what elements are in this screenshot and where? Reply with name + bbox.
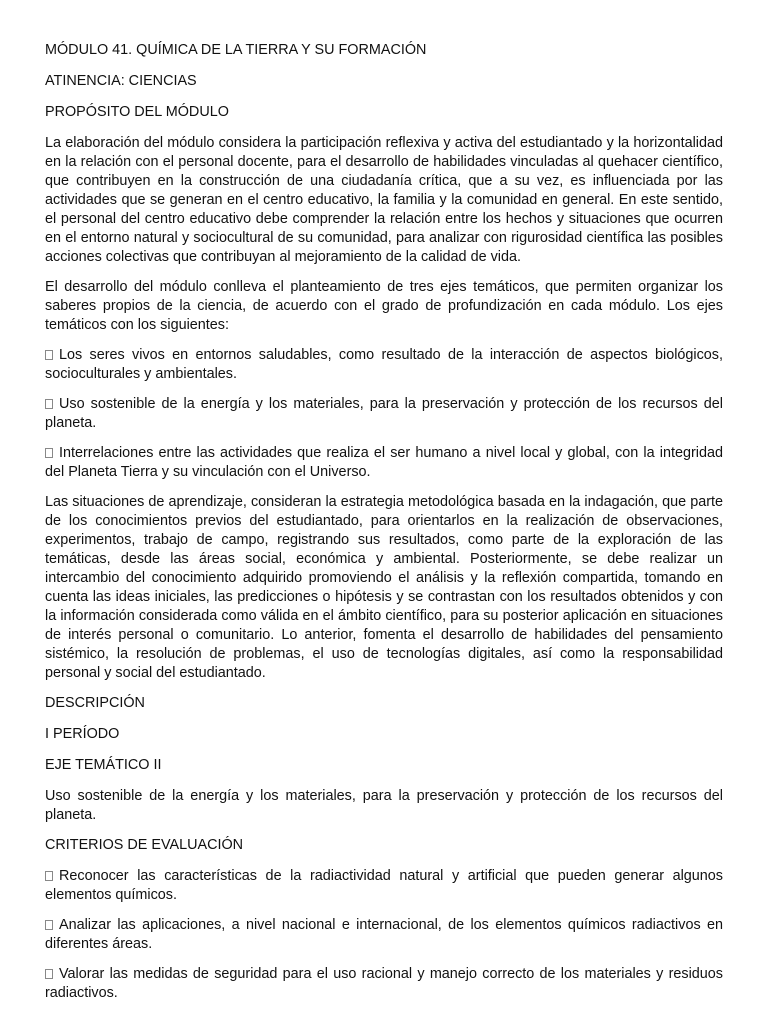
proposito-paragraph-1: La elaboración del módulo considera la participación reflexiva y activa del estudiantado y la horizontalidad en la relación con el personal docente, para el desarrollo de habilidades vinculadas al quehacer científico, que contribuyen en la construcción de una ciudadanía crítica, que a su vez, es influenciada por las actividades que se generan en el centro educativo, la familia y la comunidad en general. En este sentido, el personal del centro educativo debe comprender la relación entre los hechos y situaciones que ocurren en el entorno natural y sociocultural de su comunidad, para analizar con rigurosidad científica las posibles acciones colectivas que contribuyan al mejoramiento de la calidad de vida. — [45, 135, 723, 265]
criterio-bullet-3 — [45, 965, 723, 1003]
eje-bullet-text: Uso sostenible de la energía y los materiales, para la preservación y protección de los recursos del planeta. — [45, 396, 723, 431]
proposito-paragraph-2: El desarrollo del módulo conlleva el planteamiento de tres ejes temáticos, que permiten organizar los saberes propios de la ciencia, de acuerdo con el grado de profundización en cada módulo. Los ejes temáticos con los siguientes: — [45, 279, 723, 333]
criterio-bullet-2 — [45, 916, 723, 954]
eje-bullet-2 — [45, 395, 723, 433]
eje-bullet-text: Interrelaciones entre las actividades que realiza el ser humano a nivel local y global, con la integridad del Planeta Tierra y su vinculación con el Universo. — [45, 445, 723, 480]
criterio-bullet-1 — [45, 867, 723, 905]
criterios-heading: CRITERIOS DE EVALUACIÓN — [45, 837, 244, 853]
bullet-box-icon — [45, 920, 53, 930]
criterio-bullet-text: Reconocer las características de la radiactividad natural y artificial que pueden generar algunos elementos químicos. — [45, 868, 723, 903]
bullet-box-icon — [45, 448, 53, 458]
eje-tematico-text: Uso sostenible de la energía y los materiales, para la preservación y protección de los recursos del planeta. — [45, 788, 723, 823]
module-title: MÓDULO 41. QUÍMICA DE LA TIERRA Y SU FORMACIÓN — [45, 42, 427, 58]
eje-bullet-text: Los seres vivos en entornos saludables, como resultado de la interacción de aspectos biológicos, socioculturales y ambientales. — [45, 347, 723, 382]
descripcion-heading: DESCRIPCIÓN — [45, 695, 145, 711]
eje-tematico-heading: EJE TEMÁTICO II — [45, 757, 162, 773]
situaciones-paragraph: Las situaciones de aprendizaje, consideran la estrategia metodológica basada en la indagación, que parte de los conocimientos previos del estudiantado, para orientarlos en la realización de observaciones, experimentos, trabajo de campo, registrando sus resultados, como parte de la exploración de las temáticas, desde las áreas social, económica y ambiental. Posteriormente, se debe realizar un intercambio del conocimiento adquirido promoviendo el análisis y la reflexión compartida, tomando en cuenta las ideas iniciales, las predicciones o hipótesis y se contrastan con los resultados obtenidos y con la información considerada como válida en el ámbito científico, para su posterior aplicación en situaciones de interés personal o comunitario. Lo anterior, fomenta el desarrollo de habilidades del pensamiento sistémico, la resolución de problemas, el uso de tecnologías digitales, así como la responsabilidad personal y social del estudiantado. — [45, 494, 723, 681]
periodo-heading: I PERÍODO — [45, 726, 120, 742]
bullet-box-icon — [45, 399, 53, 409]
proposito-heading: PROPÓSITO DEL MÓDULO — [45, 104, 229, 120]
eje-bullet-1 — [45, 346, 723, 384]
criterio-bullet-text: Valorar las medidas de seguridad para el uso racional y manejo correcto de los materiales y residuos radiactivos. — [45, 966, 723, 1001]
bullet-box-icon — [45, 350, 53, 360]
bullet-box-icon — [45, 969, 53, 979]
atinencia-heading: ATINENCIA: CIENCIAS — [45, 73, 197, 89]
eje-bullet-3 — [45, 444, 723, 482]
criterio-bullet-text: Analizar las aplicaciones, a nivel nacional e internacional, de los elementos químicos radiactivos en diferentes áreas. — [45, 917, 723, 952]
bullet-box-icon — [45, 871, 53, 881]
